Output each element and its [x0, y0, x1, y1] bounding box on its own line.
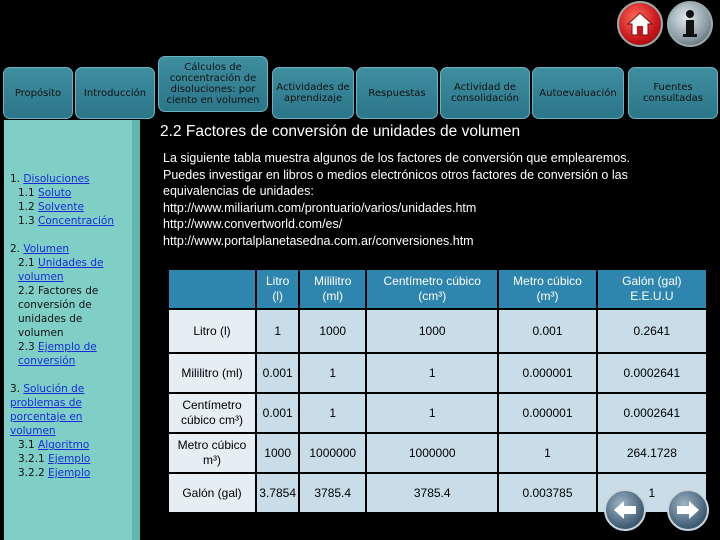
- sidebar-item-number: 3.2.2: [18, 467, 49, 479]
- home-button[interactable]: [617, 1, 663, 47]
- sidebar-item-number: 3.2.1: [18, 453, 49, 465]
- sidebar-item-solvente: [10, 200, 128, 214]
- sidebar-link[interactable]: Concentración: [38, 215, 114, 227]
- tab-label: Autoevaluación: [539, 87, 617, 99]
- column-header: Metro cúbico (m³): [498, 269, 596, 309]
- table-cell: 3785.4: [366, 473, 498, 513]
- table-cell: 1000: [366, 309, 498, 353]
- tab-proposito[interactable]: [3, 67, 73, 119]
- sidebar-link[interactable]: Solvente: [38, 201, 84, 213]
- table-cell: 1000: [299, 309, 366, 353]
- sidebar-item-number: 1.1: [18, 187, 39, 199]
- intro-paragraph: [163, 150, 708, 249]
- row-header: Mililitro (ml): [168, 353, 256, 393]
- arrow-right-icon: [675, 499, 701, 521]
- table-cell: 0.000001: [498, 393, 596, 433]
- intro-line: equivalencias de unidades:: [163, 184, 314, 198]
- intro-line: La siguiente tabla muestra algunos de los factores de conversión que emplearemos.: [163, 151, 630, 165]
- table-corner-cell: [168, 269, 256, 309]
- tab-label: Propósito: [14, 87, 62, 99]
- table-cell: 1: [256, 309, 299, 353]
- row-header: Metro cúbico m³): [168, 433, 256, 473]
- table-cell: 264.1728: [597, 433, 707, 473]
- info-icon: [677, 9, 703, 39]
- sidebar: [4, 120, 140, 540]
- column-header: Mililitro (ml): [299, 269, 366, 309]
- table-cell: 1: [498, 433, 596, 473]
- tab-introduccion[interactable]: [75, 67, 155, 119]
- tab-label: Actividades de aprendizaje: [276, 82, 350, 104]
- table-header-row: [168, 269, 707, 309]
- sidebar-item-disoluciones: [10, 172, 128, 186]
- home-icon: [626, 11, 654, 37]
- row-header: Litro (l): [168, 309, 256, 353]
- table-row: [168, 309, 707, 353]
- table-row: [168, 433, 707, 473]
- sidebar-item-number: 2.1: [18, 257, 39, 269]
- reference-link[interactable]: http://www.convertworld.com/es/: [163, 217, 343, 231]
- sidebar-item-concentracion: [10, 214, 128, 228]
- sidebar-item-solucion: [10, 382, 128, 438]
- sidebar-link[interactable]: Disoluciones: [23, 173, 90, 185]
- sidebar-link[interactable]: Algoritmo: [38, 439, 90, 451]
- sidebar-item-ejemplo-2: [10, 466, 128, 480]
- table-cell: 0.000001: [498, 353, 596, 393]
- table-cell: 3.7854: [256, 473, 299, 513]
- column-header: Centímetro cúbico (cm³): [366, 269, 498, 309]
- table-cell: 1000: [256, 433, 299, 473]
- sidebar-link[interactable]: Unidades de volumen: [18, 257, 104, 283]
- sidebar-link[interactable]: Solución de problemas de porcentaje en volumen: [10, 383, 85, 437]
- sidebar-item-soluto: [10, 186, 128, 200]
- reference-link[interactable]: http://www.miliarium.com/prontuario/varios/unidades.htm: [163, 200, 477, 215]
- tab-label: Introducción: [83, 87, 147, 99]
- sidebar-item-number: 3.1: [18, 439, 39, 451]
- tab-label: Cálculos de concentración de disoluciones: por ciento en volumen: [166, 62, 260, 106]
- table-cell: 1000000: [366, 433, 498, 473]
- table-cell: 0.003785: [498, 473, 596, 513]
- table-cell: 0.001: [498, 309, 596, 353]
- table-row: [168, 393, 707, 433]
- sidebar-item-number: 2.3: [18, 341, 39, 353]
- tab-calculos[interactable]: [158, 56, 268, 112]
- sidebar-item-number: 1.3: [18, 215, 39, 227]
- sidebar-link[interactable]: Ejemplo de conversión: [18, 341, 97, 367]
- sidebar-link[interactable]: Soluto: [38, 187, 72, 199]
- next-page-button[interactable]: [667, 489, 709, 531]
- sidebar-item-number: 3.: [10, 383, 24, 395]
- column-header: Galón (gal) E.E.U.U: [597, 269, 707, 309]
- tab-consolidacion[interactable]: [440, 67, 530, 119]
- page-title: 2.2 Factores de conversión de unidades de volumen: [160, 123, 521, 140]
- sidebar-item-volumen: [10, 242, 128, 256]
- table-cell: 1: [299, 353, 366, 393]
- row-header: Centímetro cúbico cm³): [168, 393, 256, 433]
- sidebar-item-ejemplo-conversion: [10, 340, 128, 368]
- previous-page-button[interactable]: [604, 489, 646, 531]
- table-cell: 3785.4: [299, 473, 366, 513]
- row-header: Galón (gal): [168, 473, 256, 513]
- table-cell: 1: [299, 393, 366, 433]
- tab-respuestas[interactable]: [356, 67, 438, 119]
- sidebar-link[interactable]: Ejemplo: [48, 453, 91, 465]
- tab-actividades[interactable]: [272, 67, 354, 119]
- table-cell: 0.0002641: [597, 353, 707, 393]
- table-cell: 1: [366, 393, 498, 433]
- tab-label: Respuestas: [368, 87, 426, 99]
- reference-link[interactable]: http://www.portalplanetasedna.com.ar/conversiones.htm: [163, 233, 474, 248]
- tab-fuentes[interactable]: [628, 67, 718, 119]
- sidebar-item-unidades: [10, 256, 128, 284]
- conversion-table: [167, 268, 708, 514]
- table-row: [168, 353, 707, 393]
- sidebar-item-number: 1.: [10, 173, 24, 185]
- info-button[interactable]: [667, 1, 713, 47]
- sidebar-link[interactable]: Ejemplo: [48, 467, 91, 479]
- intro-line: Puedes investigar en libros o medios electrónicos otros factores de conversión o las: [163, 167, 628, 182]
- sidebar-item-factores-current: 2.2 Factores de conversión de unidades de volumen: [18, 285, 99, 339]
- sidebar-item-ejemplo-1: [10, 452, 128, 466]
- table-cell: 1: [366, 353, 498, 393]
- sidebar-item-number: 1.2: [18, 201, 39, 213]
- table-cell: 1000000: [299, 433, 366, 473]
- arrow-left-icon: [612, 499, 638, 521]
- sidebar-item-algoritmo: [10, 438, 128, 452]
- table-cell: 0.001: [256, 353, 299, 393]
- tab-label: Actividad de consolidación: [450, 82, 520, 104]
- table-cell: 0.0002641: [597, 393, 707, 433]
- table-cell: 1: [597, 473, 707, 513]
- column-header: Litro (l): [256, 269, 299, 309]
- tab-label: Fuentes consultadas: [642, 82, 703, 104]
- table-cell: 0.001: [256, 393, 299, 433]
- sidebar-item-number: 2.: [10, 243, 24, 255]
- tab-autoevaluacion[interactable]: [532, 67, 624, 119]
- sidebar-link[interactable]: Volumen: [23, 243, 70, 255]
- table-cell: 0.2641: [597, 309, 707, 353]
